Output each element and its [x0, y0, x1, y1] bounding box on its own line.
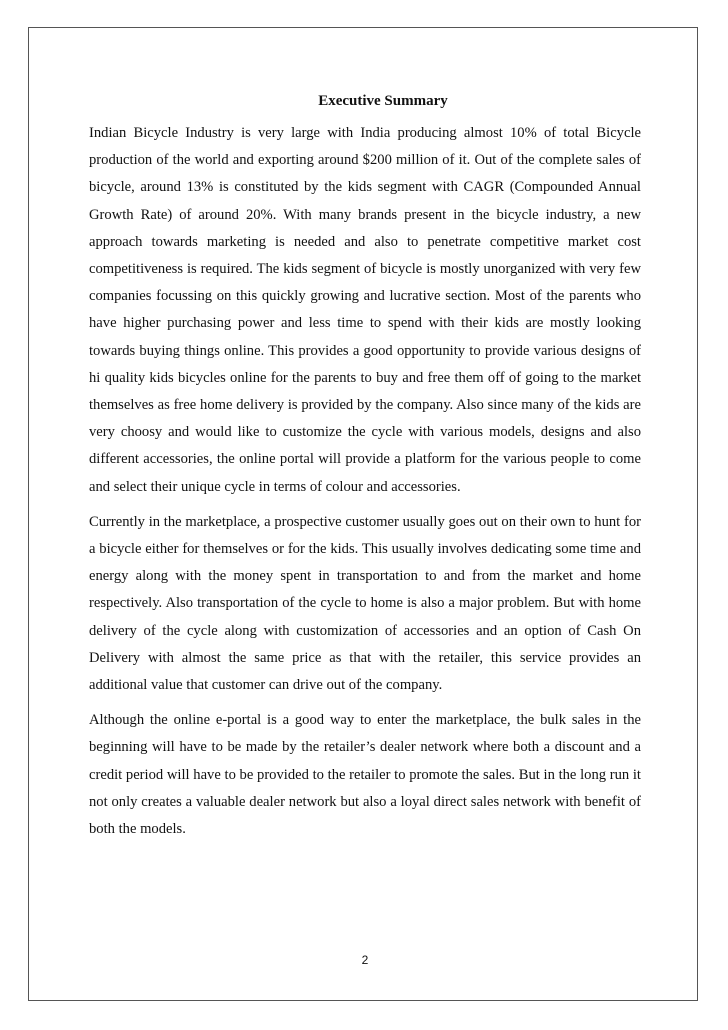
paragraph-industry-overview: Indian Bicycle Industry is very large with India producing almost 10% of total Bicycle production of the world and exporting around $200 million of it. Out of the complete sales of bicycle, around 13% is constituted by the kids segment with CAGR (Compounded Annual Growth Rate) of around 20%. With many brands present in the bicycle industry, a new approach towards marketing is needed and also to penetrate competitive market cost competitiveness is required. The kids segment of bicycle is mostly unorganized with very few companies focussing on this quickly growing and lucrative section. Most of the parents who have higher purchasing power and less time to spend with their kids are mostly looking towards buying things online. This provides a good opportunity to provide various designs of hi quality kids bicycles online for the parents to buy and free them off of going to the market themselves as free home delivery is provided by the company. Also since many of the kids are very choosy and would like to customize the cycle with various models, designs and also different accessories, the online portal will provide a platform for the various people to come and select their unique cycle in terms of colour and accessories.	[89, 125, 641, 495]
document-body	[89, 86, 641, 851]
paragraph-sales-strategy: Although the online e-portal is a good way to enter the marketplace, the bulk sales in the beginning will have to be made by the retailer’s dealer network where both a discount and a credit period will have to be provided to the retailer to promote the sales. But in the long run it not only creates a valuable dealer network but also a loyal direct sales network with benefit of both the models.	[89, 712, 641, 838]
page-number	[0, 953, 728, 967]
paragraph-current-marketplace: Currently in the marketplace, a prospective customer usually goes out on their own to hunt for a bicycle either for themselves or for the kids. This usually involves dedicating some time and energy along with the money spent in transportation to and from the market and home respectively. Also transportation of the cycle to home is also a major problem. But with home delivery of the cycle along with customization of accessories and an option of Cash On Delivery with almost the same price as that with the retailer, this service provides an additional value that customer can drive out of the company.	[89, 513, 641, 694]
section-heading: Executive Summary	[318, 93, 448, 109]
page-number-label: 2	[361, 953, 369, 967]
